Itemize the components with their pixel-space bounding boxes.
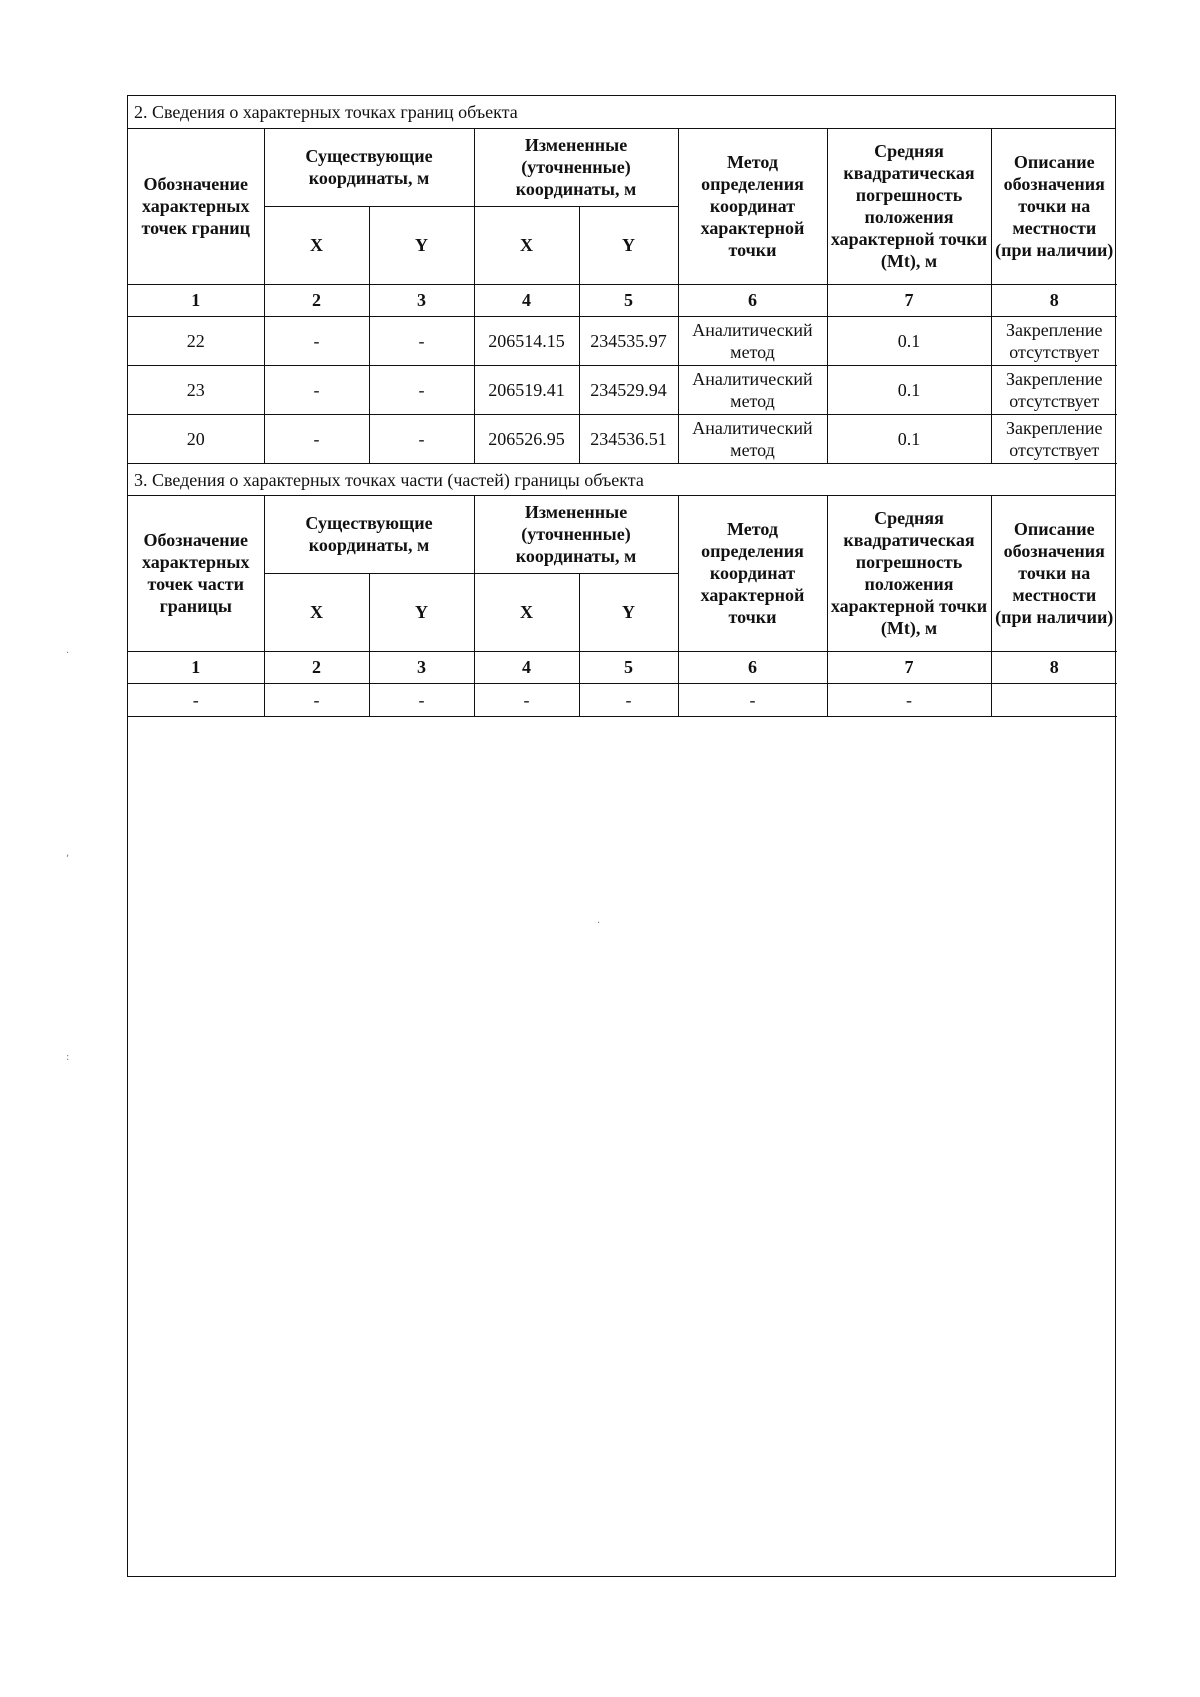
error-value: - [827,683,991,716]
column-number: 6 [678,284,827,316]
header-existing-coordinates: Существующие координаты, м [264,129,474,206]
table-row [128,316,1117,365]
description-value: Закрепление отсутствует [991,316,1117,365]
existing-y-value: - [369,316,474,365]
header-existing-x: X [264,206,369,284]
error-value: 0.1 [827,365,991,414]
section-2-table [128,129,1117,464]
document-page-frame [127,95,1116,1577]
changed-x-value: 206526.95 [474,414,579,463]
column-number: 2 [264,651,369,683]
changed-x-value: 206514.15 [474,316,579,365]
column-number: 2 [264,284,369,316]
point-number: - [128,683,264,716]
header-method: Метод определения координат характерной точки [678,129,827,284]
table-header-row [128,496,1117,573]
point-number: 20 [128,414,264,463]
header-changed-x: X [474,573,579,651]
header-point-designation: Обозначение характерных точек границ [128,129,264,284]
section-2-title: 2. Сведения о характерных точках границ объекта [128,96,1115,129]
table-row [128,365,1117,414]
scan-speck: , [66,848,70,859]
column-number: 5 [579,651,678,683]
column-number: 4 [474,651,579,683]
method-value: - [678,683,827,716]
description-value: Закрепление отсутствует [991,365,1117,414]
section-3-title: 3. Сведения о характерных точках части (частей) границы объекта [128,463,1115,496]
header-changed-coordinates: Измененные (уточненные) координаты, м [474,496,678,573]
header-description: Описание обозначения точки на местности (при наличии) [991,496,1117,651]
column-number: 4 [474,284,579,316]
changed-y-value: 234529.94 [579,365,678,414]
existing-y-value: - [369,414,474,463]
existing-y-value: - [369,683,474,716]
column-number: 7 [827,284,991,316]
column-number: 1 [128,651,264,683]
header-changed-coordinates: Измененные (уточненные) координаты, м [474,129,678,206]
existing-x-value: - [264,414,369,463]
column-number-row [128,651,1117,683]
method-value: Аналитический метод [678,316,827,365]
table-row [128,683,1117,716]
changed-y-value: 234536.51 [579,414,678,463]
changed-x-value: 206519.41 [474,365,579,414]
scan-speck: · [597,918,601,929]
changed-y-value: - [579,683,678,716]
table-header-row [128,129,1117,206]
column-number: 8 [991,284,1117,316]
existing-x-value: - [264,316,369,365]
header-point-designation: Обозначение характерных точек части границы [128,496,264,651]
point-number: 22 [128,316,264,365]
header-changed-x: X [474,206,579,284]
header-existing-x: X [264,573,369,651]
header-existing-y: Y [369,573,474,651]
description-value [991,683,1117,716]
section-3-table [128,496,1117,717]
header-changed-y: Y [579,206,678,284]
method-value: Аналитический метод [678,365,827,414]
error-value: 0.1 [827,414,991,463]
description-value: Закрепление отсутствует [991,414,1117,463]
column-number: 7 [827,651,991,683]
column-number: 6 [678,651,827,683]
column-number: 3 [369,284,474,316]
header-existing-coordinates: Существующие координаты, м [264,496,474,573]
column-number: 8 [991,651,1117,683]
header-error: Средняя квадратическая погрешность положения характерной точки (Mt), м [827,496,991,651]
column-number: 5 [579,284,678,316]
existing-y-value: - [369,365,474,414]
scan-speck: : [66,1052,70,1063]
changed-x-value: - [474,683,579,716]
column-number: 1 [128,284,264,316]
header-existing-y: Y [369,206,474,284]
method-value: Аналитический метод [678,414,827,463]
table-row [128,414,1117,463]
column-number-row [128,284,1117,316]
existing-x-value: - [264,365,369,414]
header-error: Средняя квадратическая погрешность положения характерной точки (Mt), м [827,129,991,284]
error-value: 0.1 [827,316,991,365]
point-number: 23 [128,365,264,414]
existing-x-value: - [264,683,369,716]
header-method: Метод определения координат характерной точки [678,496,827,651]
changed-y-value: 234535.97 [579,316,678,365]
column-number: 3 [369,651,474,683]
scan-speck: · [66,648,70,659]
header-changed-y: Y [579,573,678,651]
header-description: Описание обозначения точки на местности (при наличии) [991,129,1117,284]
